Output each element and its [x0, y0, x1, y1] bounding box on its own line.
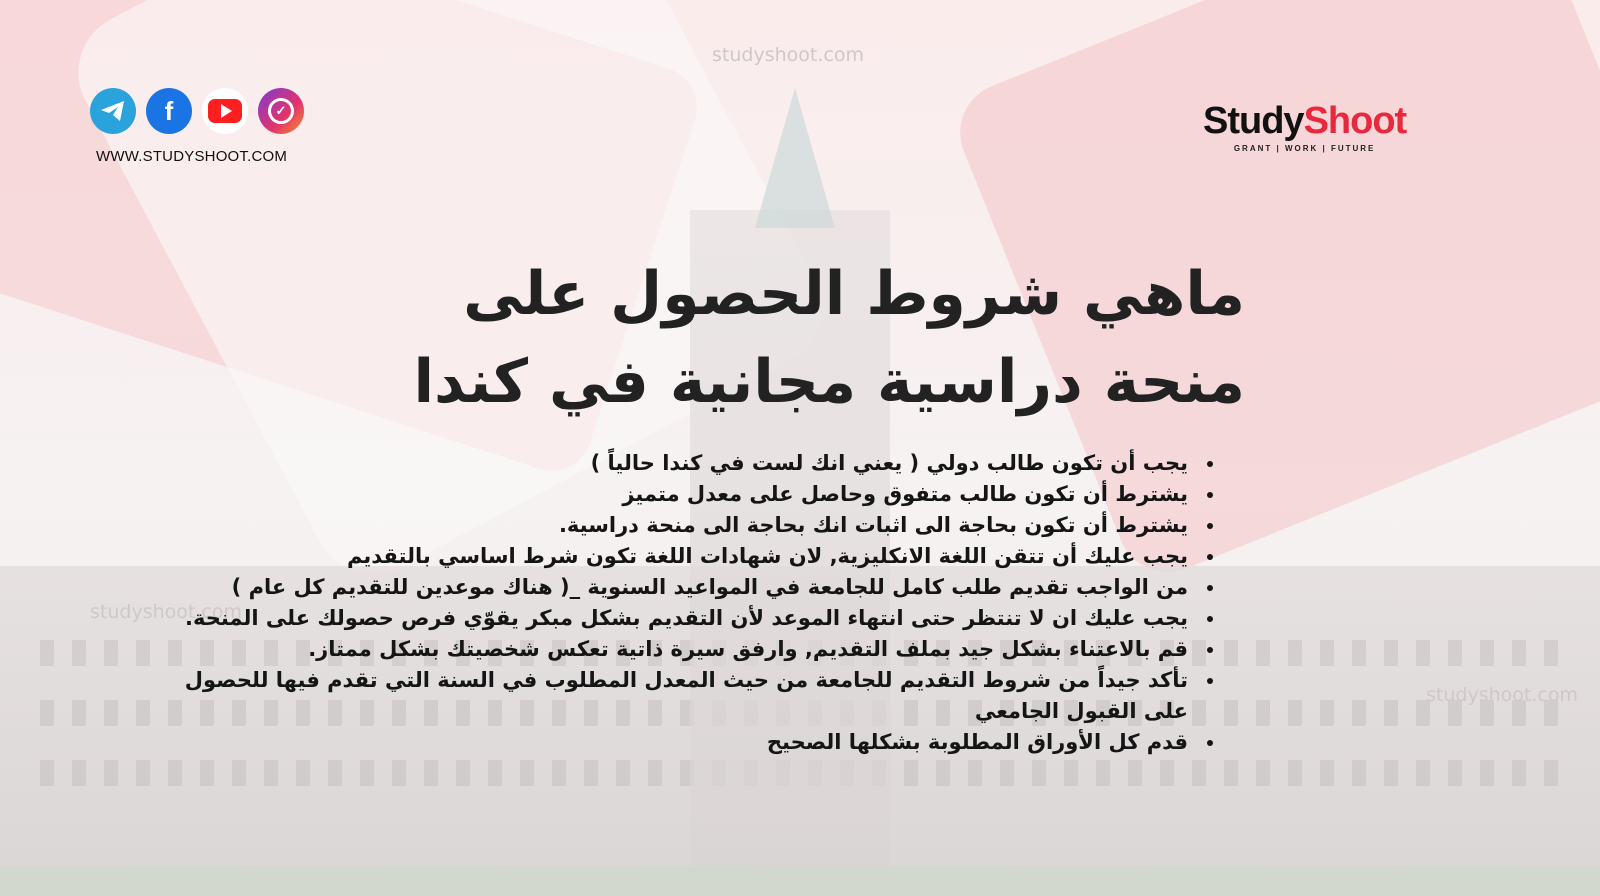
- logo-tagline: GRANT | WORK | FUTURE: [1233, 144, 1376, 153]
- site-url[interactable]: WWW.STUDYSHOOT.COM: [96, 148, 288, 165]
- social-links: [90, 88, 304, 134]
- telegram-icon[interactable]: [90, 88, 136, 134]
- list-item: • يجب عليك ان لا تنتظر حتى انتهاء الموعد لأن التقديم بشكل مبكر يقوّي فرص حصولك على المنحة.: [184, 603, 1194, 634]
- requirements-list: [184, 448, 1220, 758]
- studyshoot-logo: StudyShoot GRANT | WORK | FUTURE: [1203, 100, 1407, 153]
- list-item: • يجب عليك أن تتقن اللغة الانكليزية, لان شهادات اللغة تكون شرط اساسي بالتقديم: [184, 541, 1194, 572]
- watermark: studyshoot.com: [1426, 684, 1578, 706]
- list-item: • يجب أن تكون طالب دولي ( يعني انك لست في كندا حالياً ): [184, 448, 1194, 479]
- title-line-2: منحة دراسية مجانية في كندا: [413, 347, 1245, 417]
- title-line-1: ماهي شروط الحصول على: [463, 259, 1245, 329]
- instagram-icon[interactable]: ✓: [258, 88, 304, 134]
- watermark: studyshoot.com: [90, 601, 242, 623]
- list-item: • من الواجب تقديم طلب كامل للجامعة في المواعيد السنوية _( هناك موعدين للتقديم كل عام ): [184, 572, 1194, 603]
- list-item: • تأكد جيداً من شروط التقديم للجامعة من حيث المعدل المطلوب في السنة التي تقدم فيها للحصول على القبول الجامعي: [184, 665, 1194, 727]
- youtube-icon[interactable]: [202, 88, 248, 134]
- list-item: • قدم كل الأوراق المطلوبة بشكلها الصحيح: [184, 727, 1194, 758]
- page-title: [345, 250, 1245, 426]
- watermark: studyshoot.com: [712, 44, 864, 66]
- list-item: • يشترط أن تكون طالب متفوق وحاصل على معدل متميز: [184, 479, 1194, 510]
- list-item: • يشترط أن تكون بحاجة الى اثبات انك بحاجة الى منحة دراسية.: [184, 510, 1194, 541]
- facebook-icon[interactable]: f: [146, 88, 192, 134]
- list-item: • قم بالاعتناء بشكل جيد بملف التقديم, وارفق سيرة ذاتية تعكس شخصيتك بشكل ممتاز.: [184, 634, 1194, 665]
